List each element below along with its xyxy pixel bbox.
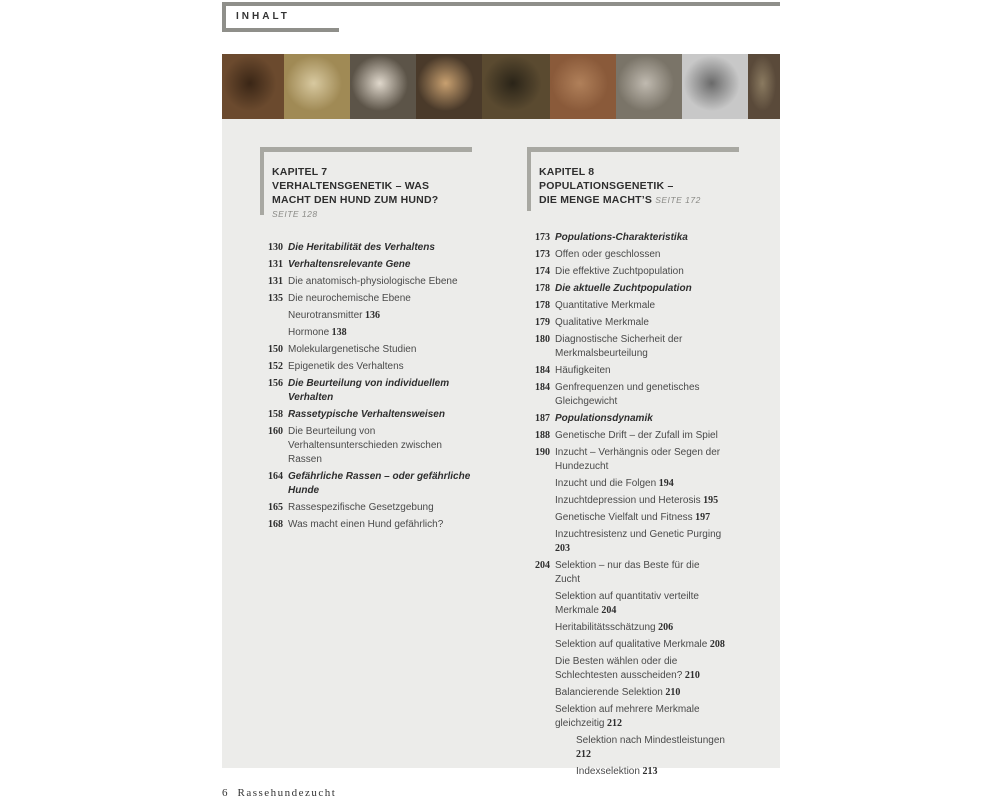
toc-entry	[535, 429, 725, 443]
toc-entry-title: Die anatomisch-physiologische Ebene	[288, 276, 458, 287]
toc-entry	[535, 655, 725, 683]
toc-entry-page: 158	[268, 409, 283, 420]
toc-entry-page: 130	[268, 242, 283, 253]
toc-entry	[268, 275, 478, 289]
toc-entry-page: 184	[535, 365, 550, 376]
toc-entry-title: Selektion auf qualitative Merkmale 208	[555, 639, 725, 650]
chapter7-title-line2: MACHT DEN HUND ZUM HUND?	[272, 194, 439, 206]
chapter8-heading-rule	[527, 147, 739, 152]
toc-entry	[535, 364, 725, 378]
toc-entry-title: Inzucht – Verhängnis oder Segen der Hundezucht	[555, 447, 721, 472]
chapter8-title-line2: DIE MENGE MACHT’S	[539, 194, 653, 206]
toc-entry-title: Selektion nach Mindestleistungen 212	[576, 735, 725, 760]
toc-entry-page: 188	[535, 430, 550, 441]
bulldog-photo	[350, 54, 416, 119]
toc-entry	[535, 299, 725, 313]
toc-entry-title: Inzuchtresistenz und Genetic Purging 203	[555, 529, 722, 554]
toc-entry-title: Die Besten wählen oder die Schlechtesten ausscheiden? 210	[555, 656, 700, 681]
toc-entry	[535, 528, 725, 556]
toc-entry	[268, 518, 478, 532]
toc-entry-page: 195	[700, 495, 719, 506]
section-label: INHALT	[236, 11, 290, 22]
toc-entry	[268, 360, 478, 374]
toc-entry-page: 194	[656, 478, 674, 489]
toc-entry	[535, 703, 725, 731]
toc-entry-page: 178	[535, 283, 550, 294]
toc-entry	[535, 559, 725, 587]
toc-panel	[222, 119, 780, 777]
toc-entry-title: Was macht einen Hund gefährlich?	[288, 519, 444, 530]
toc-entry	[535, 412, 725, 426]
toc-entry-page: 173	[535, 232, 550, 243]
toc-entry	[268, 425, 478, 467]
toc-entry	[268, 326, 478, 340]
toc-entry-title: Gefährliche Rassen – oder gefährliche Hunde	[288, 471, 471, 496]
toc-entry-page: 204	[598, 605, 617, 616]
toc-entry-title: Genfrequenzen und genetisches Gleichgewicht	[555, 382, 700, 407]
toc-entry	[535, 477, 725, 491]
chapter7-title-line1: VERHALTENSGENETIK – WAS	[272, 180, 430, 192]
toc-entry-page: 204	[535, 560, 550, 571]
toc-entry-title: Diagnostische Sicherheit der Merkmalsbeurteilung	[555, 334, 683, 359]
toc-entry-page: 136	[362, 310, 380, 321]
toc-entry-title: Molekulargenetische Studien	[288, 344, 417, 355]
chapter8-title-line1: POPULATIONSGENETIK –	[539, 180, 674, 192]
toc-entry-page: 206	[655, 622, 674, 633]
toc-entry-page: 180	[535, 334, 550, 345]
toc-entry-title: Rassetypische Verhaltensweisen	[288, 409, 445, 420]
chapter8-entries	[535, 231, 725, 782]
toc-entry	[268, 377, 478, 405]
toc-entry-page: 210	[662, 687, 681, 698]
toc-entry-title: Selektion auf mehrere Merkmale gleichzeitig 212	[555, 704, 700, 729]
toc-entry-page: 203	[555, 543, 570, 554]
toc-entry-page: 173	[535, 249, 550, 260]
toc-entry-page: 156	[268, 378, 283, 389]
toc-entry-title: Häufigkeiten	[555, 365, 611, 376]
toc-entry-page: 208	[707, 639, 725, 650]
toc-entry	[268, 309, 478, 323]
toc-entry-page: 138	[329, 327, 347, 338]
toc-entry-title: Populationsdynamik	[555, 413, 653, 424]
toc-entry-page: 212	[576, 749, 591, 760]
toc-entry	[535, 231, 725, 245]
toc-entry	[268, 292, 478, 306]
retriever-puppies-photo	[284, 54, 350, 119]
toc-entry-title: Balancierende Selektion 210	[555, 687, 681, 698]
toc-entry-page: 164	[268, 471, 283, 482]
chapter8-kapitel: KAPITEL 8	[539, 166, 595, 178]
photo-strip	[222, 54, 780, 119]
chapter7-heading-bar	[260, 147, 264, 215]
toc-entry-title: Verhaltensrelevante Gene	[288, 259, 411, 270]
toc-entry-title: Qualitative Merkmale	[555, 317, 649, 328]
header-underline	[222, 28, 339, 32]
toc-entry	[268, 408, 478, 422]
collie-photo	[416, 54, 482, 119]
chapter7-heading	[260, 147, 472, 227]
toc-entry	[535, 590, 725, 618]
toc-entry-title: Heritabilitätsschätzung 206	[555, 622, 674, 633]
toc-entry-title: Epigenetik des Verhaltens	[288, 361, 404, 372]
chapter8-heading	[527, 147, 739, 217]
toc-entry-title: Selektion – nur das Beste für die Zucht	[555, 560, 700, 585]
page-footer	[222, 787, 336, 799]
toc-entry-title: Selektion auf quantitativ verteilte Merkmale 204	[555, 591, 699, 616]
toc-entry-page: 179	[535, 317, 550, 328]
toc-entry	[268, 258, 478, 272]
chapter8-heading-bar	[527, 147, 531, 211]
toc-entry	[268, 343, 478, 357]
chapter7-page: SEITE 128	[272, 209, 318, 219]
toc-entry-page: 190	[535, 447, 550, 458]
footer-book-title: Rassehundezucht	[237, 787, 337, 799]
footer-page-number: 6	[222, 787, 229, 799]
toc-entry-page: 187	[535, 413, 550, 424]
toc-entry	[535, 686, 725, 700]
toc-entry-title: Hormone 138	[288, 327, 347, 338]
toc-entry-title: Die Beurteilung von individuellem Verhalten	[288, 378, 450, 403]
dog-partial-photo	[748, 54, 780, 119]
toc-entry	[535, 446, 725, 474]
chapter7-kapitel: KAPITEL 7	[272, 166, 328, 178]
toc-entry-page: 184	[535, 382, 550, 393]
toc-entry-title: Offen oder geschlossen	[555, 249, 661, 260]
toc-entry-title: Populations-Charakteristika	[555, 232, 688, 243]
toc-entry-page: 210	[682, 670, 700, 681]
toc-entry	[535, 494, 725, 508]
toc-entry-page: 131	[268, 276, 283, 287]
toc-entry-page: 168	[268, 519, 283, 530]
ridgeback-photo	[550, 54, 616, 119]
toc-entry	[535, 734, 725, 762]
toc-entry	[535, 381, 725, 409]
header-rule	[222, 2, 780, 6]
toc-entry	[535, 765, 725, 779]
toc-entry-title: Die neurochemische Ebene	[288, 293, 411, 304]
dog-rear-photo	[616, 54, 682, 119]
toc-entry	[268, 241, 478, 255]
toc-entry-page: 165	[268, 502, 283, 513]
toc-entry-title: Inzuchtdepression und Heterosis 195	[555, 495, 719, 506]
toc-entry-page: 174	[535, 266, 550, 277]
toc-entry-page: 213	[639, 766, 658, 777]
chapter7-heading-rule	[260, 147, 472, 152]
toc-entry-title: Neurotransmitter 136	[288, 310, 380, 321]
toc-entry	[535, 511, 725, 525]
toc-entry	[535, 282, 725, 296]
toc-entry-title: Die Beurteilung von Verhaltensunterschieden zwischen Rassen	[288, 426, 442, 465]
chapter7-entries	[268, 241, 478, 535]
toc-entry-title: Genetische Vielfalt und Fitness 197	[555, 512, 711, 523]
toc-entry	[535, 248, 725, 262]
toc-entry-page: 152	[268, 361, 283, 372]
toc-entry-page: 131	[268, 259, 283, 270]
toc-entry-page: 178	[535, 300, 550, 311]
toc-entry-page: 135	[268, 293, 283, 304]
chapter8-page: SEITE 172	[655, 195, 701, 205]
toc-entry-title: Quantitative Merkmale	[555, 300, 656, 311]
toc-entry-title: Die effektive Zuchtpopulation	[555, 266, 684, 277]
shaggy-dog-photo	[482, 54, 550, 119]
toc-entry-title: Inzucht und die Folgen 194	[555, 478, 674, 489]
toc-entry-page: 160	[268, 426, 283, 437]
genetics-chart-photo	[682, 54, 748, 119]
toc-entry-page: 212	[604, 718, 622, 729]
toc-entry-title: Indexselektion 213	[576, 766, 658, 777]
toc-entry	[535, 265, 725, 279]
toc-entry-page: 197	[692, 512, 711, 523]
toc-entry	[268, 470, 478, 498]
toc-entry-title: Rassespezifische Gesetzgebung	[288, 502, 434, 513]
toc-entry	[535, 316, 725, 330]
toc-entry	[535, 621, 725, 635]
airedale-photo	[222, 54, 284, 119]
toc-entry-page: 150	[268, 344, 283, 355]
toc-entry-title: Genetische Drift – der Zufall im Spiel	[555, 430, 718, 441]
toc-entry-title: Die Heritabilität des Verhaltens	[288, 242, 435, 253]
toc-entry	[535, 638, 725, 652]
toc-entry	[268, 501, 478, 515]
toc-entry	[535, 333, 725, 361]
toc-entry-title: Die aktuelle Zuchtpopulation	[555, 283, 692, 294]
